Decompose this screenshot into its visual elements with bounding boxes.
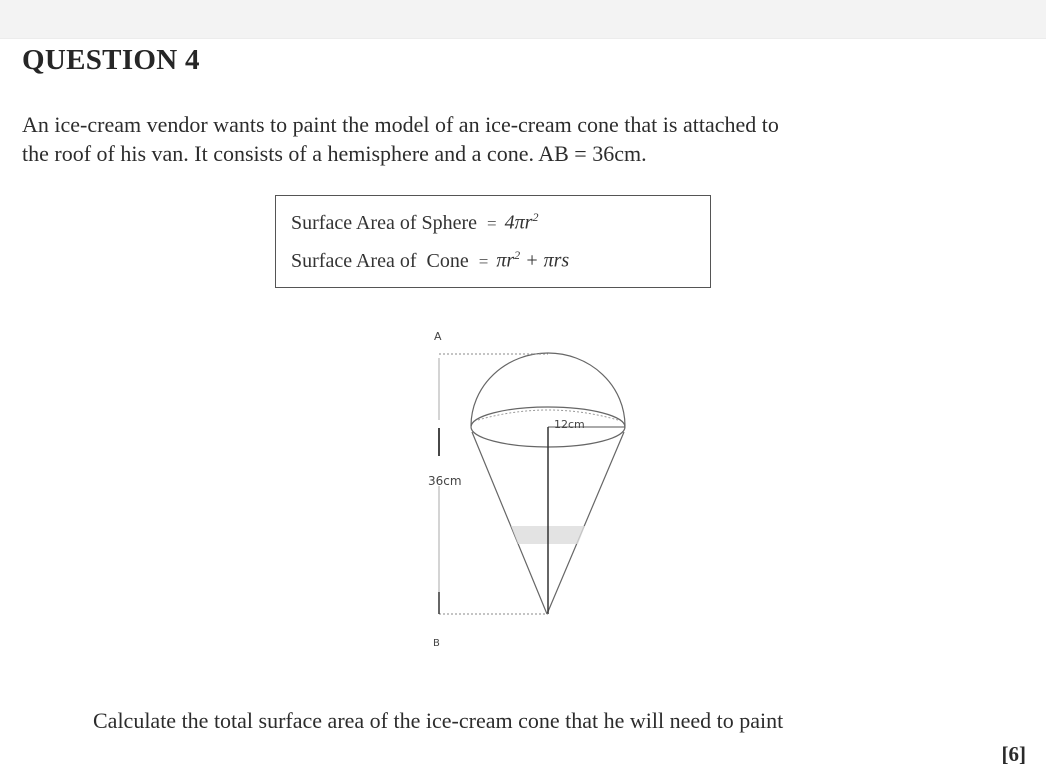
cone-formula — [291, 248, 569, 273]
ice-cream-cone-diagram — [400, 320, 660, 660]
question-prompt: Calculate the total surface area of the ice-cream cone that he will need to paint — [93, 708, 784, 733]
cone-expr-exponent: 2 — [514, 248, 521, 262]
cone-formula-equals: = — [478, 251, 489, 271]
cone-expr-part-b: + πrs — [525, 249, 570, 272]
sphere-formula-equals: = — [487, 213, 497, 233]
sphere-formula — [291, 210, 538, 235]
cone-formula-expression — [496, 248, 569, 273]
marks-allocation: [6] — [1001, 742, 1026, 766]
formula-box — [275, 195, 711, 288]
label-b: B — [433, 638, 440, 649]
radius-label: 12cm — [554, 418, 585, 431]
paragraph-line-2: the roof of his van. It consists of a hemisphere and a cone. AB = 36cm. — [22, 141, 647, 166]
top-bar — [0, 0, 1046, 39]
sphere-formula-label: Surface Area of Sphere — [291, 211, 478, 234]
paragraph-line-1: An ice-cream vendor wants to paint the model of an ice-cream cone that is attached to — [22, 112, 779, 137]
sphere-expr-base: 4πr — [504, 211, 533, 234]
sphere-formula-expression — [505, 210, 539, 235]
cone-left-side — [472, 432, 547, 614]
cone-right-side — [547, 432, 624, 614]
hemisphere-outline — [471, 353, 625, 426]
question-title: QUESTION 4 — [22, 44, 200, 76]
height-label: 36cm — [428, 474, 462, 488]
cone-expr-part-a: πr — [496, 249, 515, 272]
sphere-expr-exponent: 2 — [532, 210, 539, 224]
cone-formula-label: Surface Area of Cone — [291, 249, 469, 272]
label-a: A — [434, 330, 442, 343]
question-paragraph — [22, 110, 922, 168]
